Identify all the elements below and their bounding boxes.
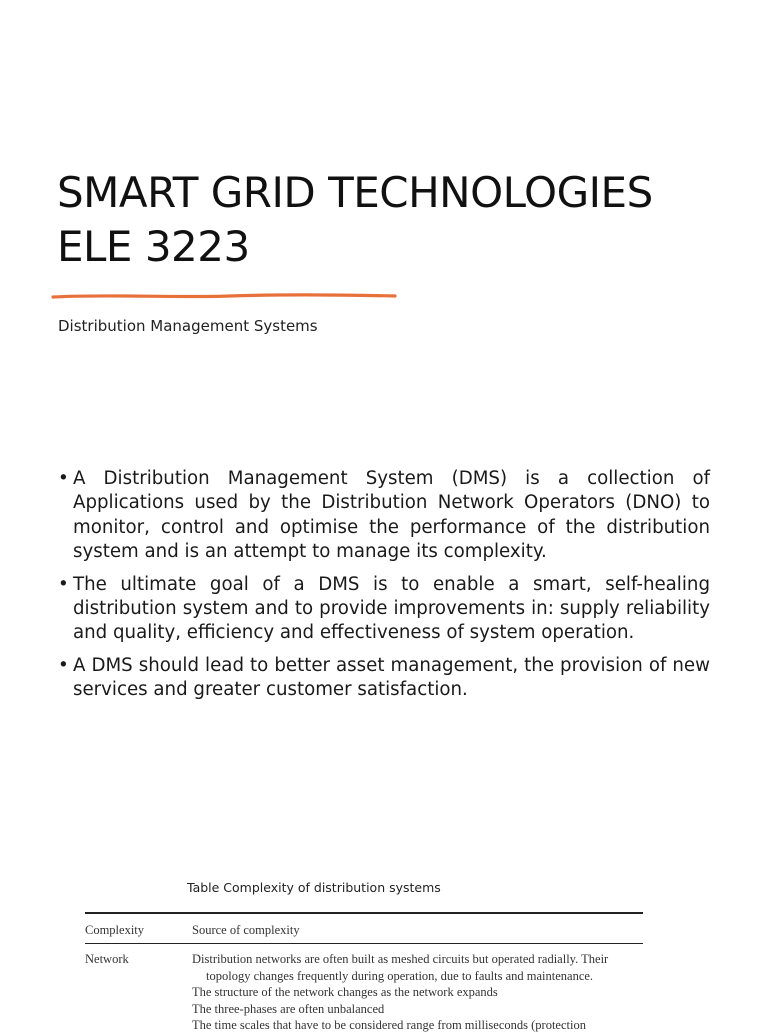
table-header-source: Source of complexity <box>192 923 300 937</box>
bullet-list <box>58 467 710 711</box>
bullet-text: A DMS should lead to better asset management, the provision of new services and greater customer satisfaction. <box>73 654 710 701</box>
slide-subtitle: Distribution Management Systems <box>58 317 318 335</box>
table-header-complexity: Complexity <box>85 923 145 937</box>
bullet-item <box>58 654 710 703</box>
table-cell-source <box>192 951 608 1034</box>
bullet-marker: • <box>58 654 69 676</box>
table-source-line: topology changes frequently during operation, due to faults and maintenance. <box>206 968 594 983</box>
table-source-line: Distribution networks are often built as meshed circuits but operated radially. Their <box>192 952 609 966</box>
table-caption: Table Complexity of distribution systems <box>187 880 441 895</box>
table-header-rule <box>85 943 643 944</box>
bullet-marker: • <box>58 468 69 489</box>
table-cell-complexity: Network <box>85 952 129 966</box>
slide-title-line-2: ELE 3223 <box>57 222 250 271</box>
slide-title <box>57 166 737 274</box>
table-source-line: The structure of the network changes as the network expands <box>192 985 498 999</box>
slide-title-line-1: SMART GRID TECHNOLOGIES <box>57 168 653 217</box>
bullet-item <box>58 467 710 565</box>
table-top-rule <box>85 912 643 914</box>
table-source-line: The three-phases are often unbalanced <box>192 1001 385 1016</box>
accent-underline <box>50 290 398 302</box>
bullet-text: A Distribution Management System (DMS) is a collection of Applications used by the Distribution Network Operators (DNO) to monitor, control and optimise the performance of the distribution system and is an attempt to manage its complexity. <box>73 468 710 563</box>
table-source-line: The time scales that have to be considered range from milliseconds (protection <box>192 1018 586 1032</box>
bullet-item <box>58 573 710 646</box>
bullet-marker: • <box>58 573 69 595</box>
bullet-text: The ultimate goal of a DMS is to enable a smart, self-healing distribution system and to provide improvements in: supply reliability and quality, efficiency and effectiveness of system operation. <box>73 573 710 644</box>
